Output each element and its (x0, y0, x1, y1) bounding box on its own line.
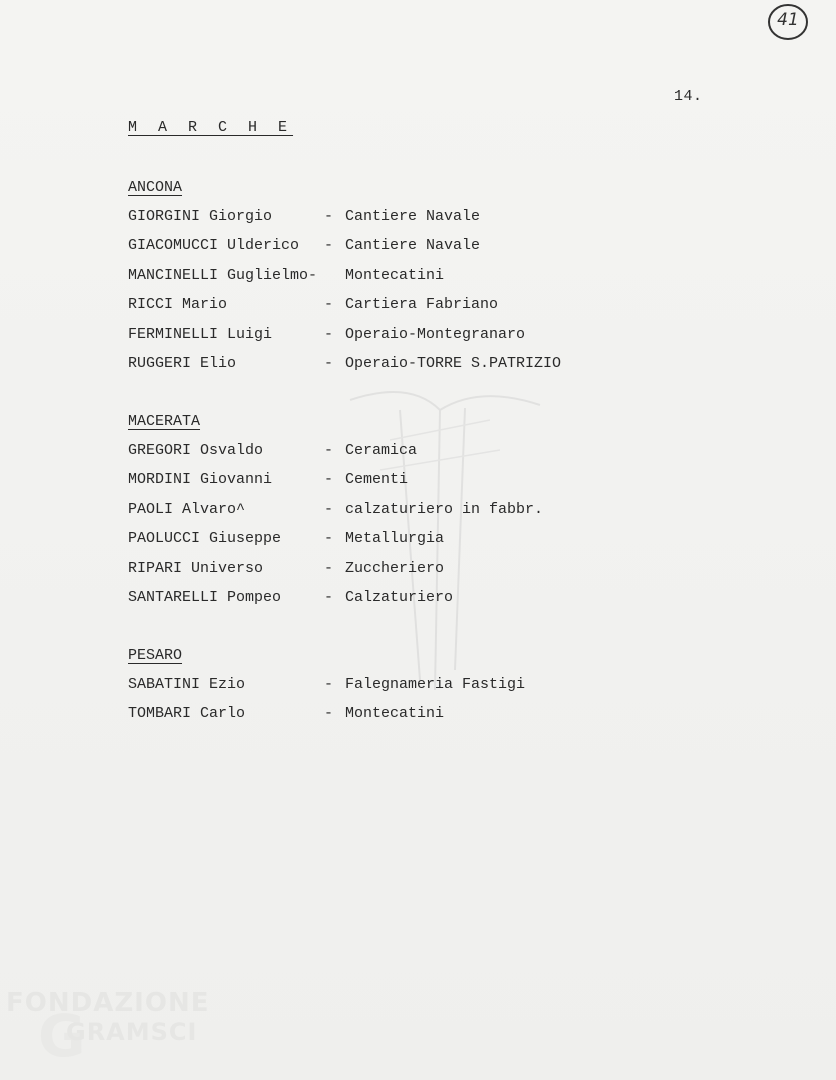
person-name: TOMBARI Carlo (128, 705, 246, 723)
workplace: Montecatini (345, 266, 445, 284)
person-name: PAOLUCCI Giuseppe (128, 530, 282, 548)
person-name: RICCI Mario (128, 296, 228, 314)
region-title: M A R C H E (128, 119, 294, 136)
separator-dash: - (324, 208, 334, 225)
section-title: PESARO (128, 647, 183, 664)
person-name: GIORGINI Giorgio (128, 208, 273, 225)
list-item (128, 470, 409, 499)
list-item (128, 295, 499, 324)
separator-dash: - (324, 325, 334, 343)
workplace: Cartiera Fabriano (345, 296, 499, 314)
workplace: Zuccheriero (345, 559, 445, 577)
watermark-g-letter: G (38, 1002, 87, 1070)
fondazione-gramsci-watermark (6, 988, 216, 1068)
workplace: Ceramica (345, 442, 418, 459)
list-item (128, 529, 445, 558)
separator-dash: - (324, 676, 334, 693)
separator-dash: - (324, 559, 334, 577)
watermark-line2: GRAMSCI (66, 1018, 198, 1046)
person-name: GIACOMUCCI Ulderico (128, 237, 300, 255)
person-name: RUGGERI Elio (128, 354, 237, 372)
list-item (128, 266, 445, 295)
separator-dash: - (324, 237, 334, 255)
person-name: SANTARELLI Pompeo (128, 588, 282, 606)
workplace: Metallurgia (345, 530, 445, 548)
section-ancona (128, 178, 562, 383)
separator-dash: - (324, 500, 334, 518)
workplace: Falegnameria Fastigi (345, 676, 526, 693)
list-item (128, 325, 526, 354)
workplace: Calzaturiero (345, 588, 454, 606)
list-item (128, 588, 454, 617)
separator-dash: - (324, 442, 334, 459)
workplace: Montecatini (345, 705, 445, 723)
section-pesaro (128, 646, 526, 734)
section-macerata (128, 412, 544, 617)
section-title: ANCONA (128, 179, 183, 196)
watermark-line1: FONDAZIONE (6, 988, 210, 1018)
workplace: Cantiere Navale (345, 237, 481, 255)
person-name: GREGORI Osvaldo (128, 442, 264, 459)
separator-dash: - (324, 705, 334, 723)
person-name: SABATINI Ezio (128, 676, 246, 693)
section-title: MACERATA (128, 413, 201, 430)
person-name: FERMINELLI Luigi (128, 325, 273, 343)
person-name: MORDINI Giovanni (128, 471, 273, 489)
workplace: Cementi (345, 471, 409, 489)
list-item (128, 675, 526, 704)
list-item (128, 559, 445, 588)
person-name: PAOLI Alvaro^ (128, 500, 246, 518)
separator-dash: - (324, 296, 334, 314)
list-item (128, 354, 562, 383)
workplace: Operaio-Montegranaro (345, 325, 526, 343)
list-item (128, 704, 445, 733)
person-name: MANCINELLI Guglielmo- (128, 266, 318, 284)
workplace: calzaturiero in fabbr. (345, 500, 544, 518)
workplace: Operaio-TORRE S.PATRIZIO (345, 354, 562, 372)
separator-dash: - (324, 471, 334, 489)
list-item (128, 441, 418, 470)
person-name: RIPARI Universo (128, 559, 264, 577)
archive-number-text: 41 (777, 10, 799, 30)
page-number: 14. (674, 88, 703, 105)
workplace: Cantiere Navale (345, 208, 481, 225)
separator-dash: - (324, 588, 334, 606)
list-item (128, 500, 544, 529)
separator-dash: - (324, 354, 334, 372)
separator-dash: - (324, 530, 334, 548)
list-item (128, 236, 481, 265)
archive-number-stamp (766, 2, 810, 42)
list-item (128, 207, 481, 236)
